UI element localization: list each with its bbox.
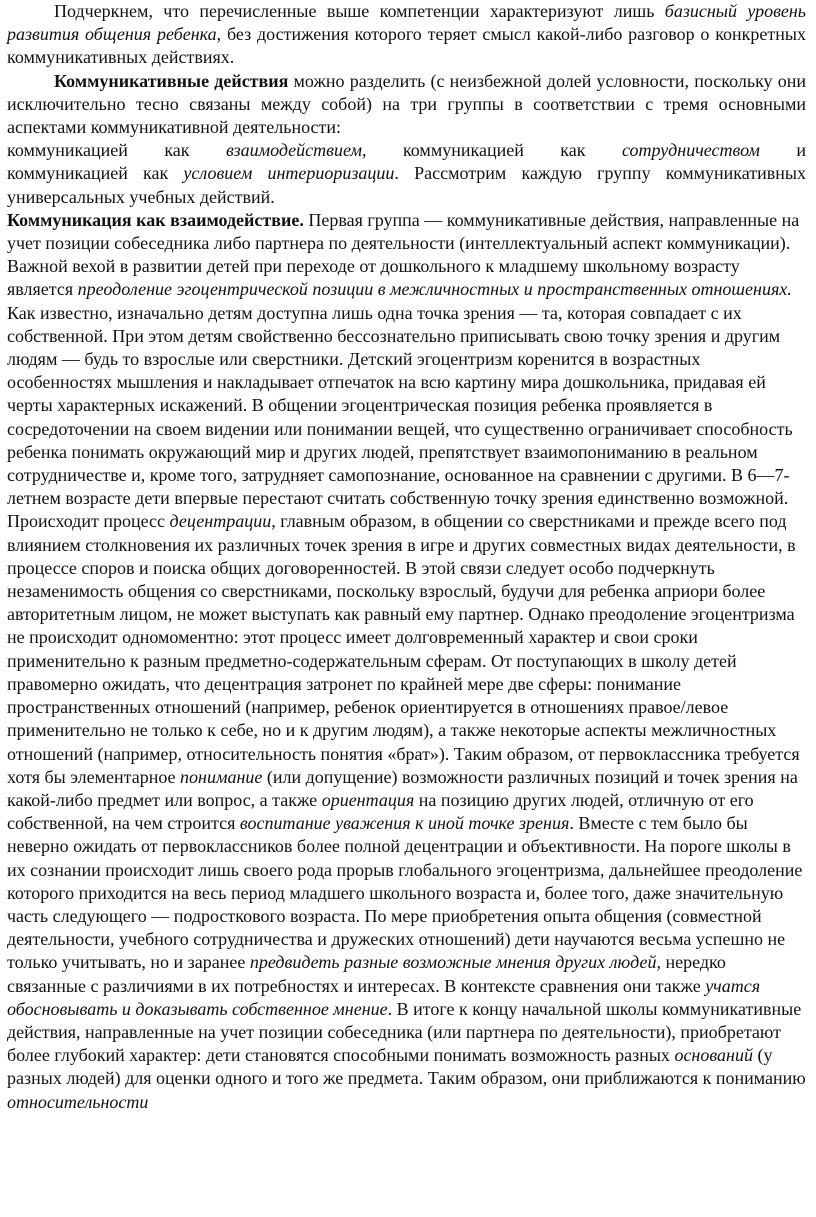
paragraph-communication-as-interaction (7, 209, 806, 1114)
text-run: (у разных людей) для оценки одного и того же предмета. Таким образом, они приближаются к пониманию (7, 1045, 806, 1089)
paragraph-basic-level (7, 0, 806, 70)
bold-heading: Коммуникация как взаимодействие. (7, 209, 304, 230)
italic-run: взаимодействием (226, 140, 362, 161)
italic-run: условием интериоризации (183, 163, 395, 184)
text-run: Как известно, изначально детям доступна лишь одна точка зрения — та, которая совпадает с их собственной. При этом детям свойственно бессознательно приписывать свою точку зрения и другим людям — будь то взрослые или сверстники. Детский эгоцентризм коренится в возрастных особенностях мышления и накладывает отпечаток на всю картину мира дошкольника, придавая ей черты характерных искажений. В общении эгоцентрическая позиция ребенка проявляется в сосредоточении на своем видении или понимании вещей, что существенно ограничивает способность ребенка понимать окружающий мир и других людей, препятствует взаимопониманию в реальном сотрудничестве и, кроме того, затрудняет самопознание, основанное на сравнении с другими. В 6—7-летнем возрасте дети впервые перестают считать собственную точку зрения единственно возможной. Происходит процесс (7, 302, 793, 532)
text-run: . В итоге к концу начальной школы коммуникативные действия, направленные на учет позиции собеседника (или партнера по деятельности), приобретают более глубокий характер: дети становятся способными понимать возможность разных (7, 998, 802, 1066)
text-run: коммуникацией как (7, 163, 184, 184)
italic-run: воспитание уважения к иной точке зрения (239, 813, 570, 834)
italic-run: оснований (674, 1045, 753, 1066)
italic-run: понимание (180, 766, 263, 787)
text-run: Первая группа — коммуникативные действия, направленные на учет позиции собеседника либо партнера по деятельности (интеллектуальный аспект коммуникации). Важной вехой в развитии детей при переходе от дошкольного к младшему школьному возрасту является (7, 209, 800, 300)
text-run: на позицию других людей, отличную от его собственной, на чем строится (7, 789, 754, 834)
text-run: . Рассмотрим каждую группу коммуникативных универсальных учебных действий. (7, 163, 806, 207)
text-run: коммуникацией как (7, 140, 226, 161)
italic-run: учатся обосновывать и доказывать собственное мнение (7, 975, 761, 1019)
text-run: , без достижения которого теряет смысл какой-либо разговор о конкретных коммуникативных действиях. (7, 24, 806, 68)
text-run: Подчеркнем, что перечисленные выше компетенции характеризуют лишь (54, 1, 665, 21)
paragraph-three-aspects-rest (7, 162, 806, 208)
italic-run: децентрации, (169, 511, 276, 532)
paragraph-communicative-actions (7, 70, 806, 140)
italic-run: предвидеть разные возможные мнения других людей (249, 952, 657, 973)
italic-run: сотрудничеством (621, 140, 760, 161)
text-run: (или допущение) возможности различных позиций и точек зрения на какой-либо предмет или вопрос, а также (7, 766, 798, 810)
bold-term: Коммуникативные действия (54, 70, 289, 91)
text-run: можно разделить (с неизбежной долей условности, поскольку они исключительно тесно связаны между собой) на три группы в соответствии с тремя основными аспектами коммуникативной деятельности: (7, 70, 806, 138)
text-run: , коммуникацией как (362, 140, 622, 161)
paragraph-three-aspects-line-1 (7, 139, 806, 162)
italic-run: базисный уровень развития общения ребенка (7, 1, 806, 45)
italic-run: ориентация (321, 789, 415, 810)
text-run: главным образом, в общении со сверстниками и прежде всего под влиянием столкновения их различных точек зрения в игре и других совместных видах деятельности, в процессе споров и поиска общих договоренностей. В этой связи следует особо подчеркнуть незаменимость общения со сверстниками, поскольку взрослый, будучи для ребенка априори более авторитетным лицом, не может выступать как равный ему партнер. Однако преодоление эгоцентризма не происходит одномоментно: этот процесс имеет долговременный характер и свои сроки применительно к разным предметно-содержательным сферам. От поступающих в школу детей правомерно ожидать, что децентрация затронет по крайней мере две сферы: понимание пространственных отношений (например, ребенок ориентируется в отношениях правое/левое применительно не только к себе, но и к другим людям), а также некоторые аспекты межличностных отношений (например, относительность понятия «брат»). Таким образом, от первоклассника требуется хотя бы элементарное (7, 511, 800, 787)
italic-run: преодоление эгоцентрической позиции в межличностных и пространственных отношениях. (77, 279, 792, 300)
text-run: , нередко связанные с различиями в их потребностях и интересах. В контексте сравнения они также (7, 952, 726, 996)
italic-run: относительности (7, 1091, 149, 1112)
text-run: и (759, 140, 807, 161)
text-run: . Вместе с тем было бы неверно ожидать от первоклассников более полной децентрации и объективности. На пороге школы в их сознании происходит лишь своего рода прорыв глобального эгоцентризма, дальнейшее преодоление которого приходится на весь период младшего школьного возраста и, более того, даже значительную часть следующего — подросткового возраста. По мере приобретения опыта общения (совместной деятельности, учебного сотрудничества и дружеских отношений) дети научаются весьма успешно не только учитывать, но и заранее (7, 813, 803, 973)
